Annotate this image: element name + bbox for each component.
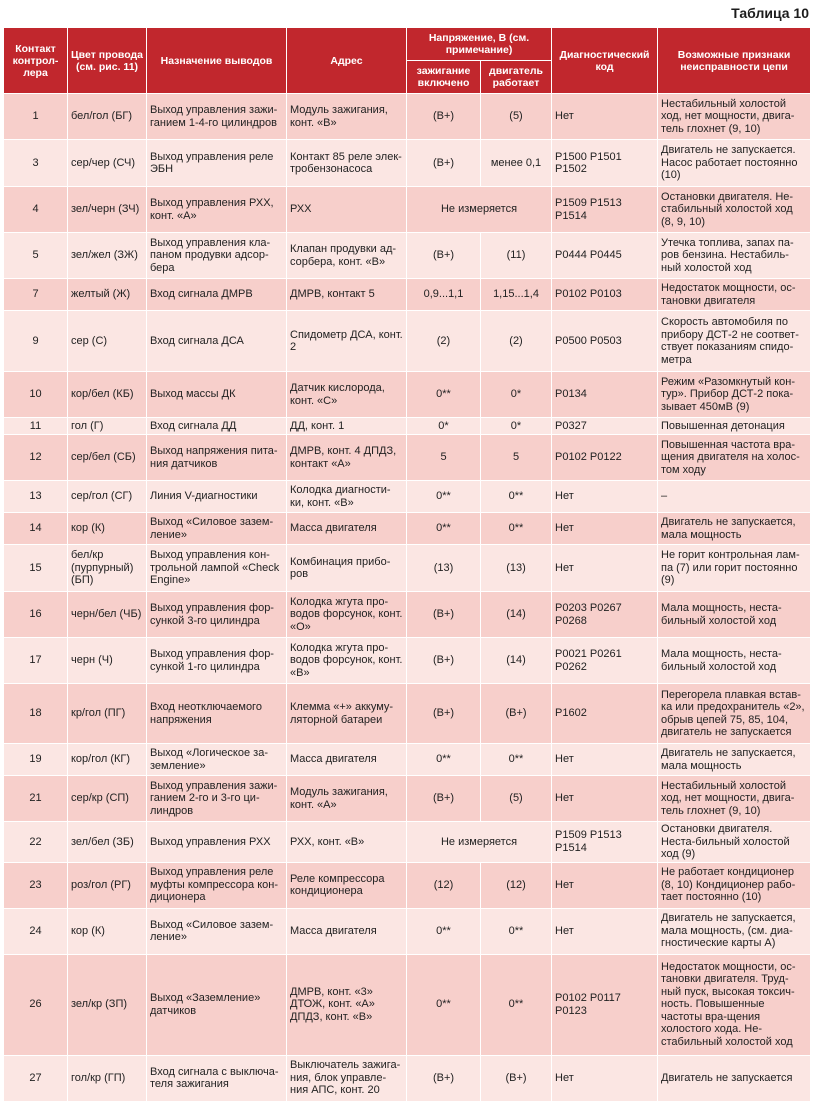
engine-running-voltage-cell: (12) [481,862,552,908]
contact-cell: 5 [4,233,68,279]
wire-color-cell: роз/гол (РГ) [68,862,147,908]
diagnostic-code-cell: Нет [552,513,658,545]
purpose-cell: Выход напряжения пита-ния датчиков [147,435,287,481]
header-ignition-on: зажигание включено [407,61,481,94]
address-cell: Реле компрессора кондиционера [287,862,407,908]
purpose-cell: Выход управления РХХ [147,822,287,863]
purpose-cell: Выход управления РХХ, конт. «А» [147,187,287,233]
ignition-on-voltage-cell: (B+) [407,776,481,822]
table-row [4,94,811,140]
wire-color-cell: кор/бел (КБ) [68,372,147,418]
wire-color-cell: зел/черн (ЗЧ) [68,187,147,233]
address-cell: Колодка жгута про-водов форсунок, конт. «О» [287,592,407,638]
wire-color-cell: сер/кр (СП) [68,776,147,822]
faults-cell: Мала мощность, неста-бильный холостой ход [658,592,811,638]
wire-color-cell: зел/жел (ЗЖ) [68,233,147,279]
diagnostic-code-cell: Нет [552,481,658,513]
voltage-merged-cell: Не измеряется [407,187,552,233]
purpose-cell: Выход массы ДК [147,372,287,418]
contact-cell: 27 [4,1055,68,1101]
address-cell: ДМРВ, конт. «3» ДТОЖ, конт. «А» ДПДЗ, конт. «В» [287,954,407,1055]
wire-color-cell: черн/бел (ЧБ) [68,592,147,638]
ignition-on-voltage-cell: (B+) [407,94,481,140]
table-row [4,954,811,1055]
contact-cell: 26 [4,954,68,1055]
faults-cell: Двигатель не запускается, мала мощность, (см. диа-гностические карты А) [658,908,811,954]
wire-color-cell: зел/кр (ЗП) [68,954,147,1055]
faults-cell: Недостаток мощности, ос-тановки двигателя. Труд-ный пуск, высокая токсич-ность. Повышенные частоты вра-щения холостого хода. Не-стабильный холостой ход [658,954,811,1055]
table-row [4,744,811,776]
header-engine-running: двигатель работает [481,61,552,94]
address-cell: Колодка жгута про-водов форсунок, конт. «В» [287,638,407,684]
faults-cell: Нестабильный холостой ход, нет мощности, двига-тель глохнет (9, 10) [658,94,811,140]
table-row [4,140,811,187]
table-row [4,435,811,481]
diagnostic-code-cell: Нет [552,776,658,822]
wire-color-cell: бел/кр (пурпурный) (БП) [68,545,147,592]
diagnostic-code-cell: Нет [552,862,658,908]
engine-running-voltage-cell: (B+) [481,684,552,744]
contact-cell: 13 [4,481,68,513]
purpose-cell: Выход управления кон-трольной лампой «Check Engine» [147,545,287,592]
ignition-on-voltage-cell: 0** [407,908,481,954]
engine-running-voltage-cell: 0** [481,744,552,776]
address-cell: ДМРВ, конт. 4 ДПДЗ, контакт «А» [287,435,407,481]
purpose-cell: Выход «Логическое за-земление» [147,744,287,776]
ignition-on-voltage-cell: (B+) [407,684,481,744]
ignition-on-voltage-cell: (B+) [407,638,481,684]
table-row [4,481,811,513]
wire-color-cell: гол/кр (ГП) [68,1055,147,1101]
contact-cell: 3 [4,140,68,187]
ignition-on-voltage-cell: (B+) [407,233,481,279]
diagnostic-code-cell: P0102 P0117 P0123 [552,954,658,1055]
purpose-cell: Выход управления реле муфты компрессора кон-диционера [147,862,287,908]
faults-cell: Двигатель не запускается. Насос работает постоянно (10) [658,140,811,187]
diagnostic-code-cell: P0203 P0267 P0268 [552,592,658,638]
faults-cell: Двигатель не запускается, мала мощность [658,744,811,776]
faults-cell: Нестабильный холостой ход, нет мощности, двига-тель глохнет (9, 10) [658,776,811,822]
table-row [4,311,811,372]
header-wire-color: Цвет провода (см. рис. 11) [68,28,147,94]
contact-cell: 18 [4,684,68,744]
purpose-cell: Выход «Силовое зазем-ление» [147,513,287,545]
diagnostic-code-cell: Нет [552,545,658,592]
engine-running-voltage-cell: 0** [481,908,552,954]
header-address: Адрес [287,28,407,94]
purpose-cell: Линия V-диагностики [147,481,287,513]
ignition-on-voltage-cell: (B+) [407,1055,481,1101]
table-row [4,418,811,435]
ignition-on-voltage-cell: (12) [407,862,481,908]
diagnostic-code-cell: P0444 P0445 [552,233,658,279]
table-row [4,233,811,279]
engine-running-voltage-cell: 0** [481,481,552,513]
wire-color-cell: сер (С) [68,311,147,372]
diagnostic-code-cell: Нет [552,94,658,140]
diagnostic-code-cell: P0134 [552,372,658,418]
table-row [4,513,811,545]
address-cell: Модуль зажигания, конт. «А» [287,776,407,822]
contact-cell: 7 [4,279,68,311]
engine-running-voltage-cell: (5) [481,776,552,822]
address-cell: Выключатель зажига-ния, блок управле-ния АПС, конт. 20 [287,1055,407,1101]
header-purpose: Назначение выводов [147,28,287,94]
address-cell: Контакт 85 реле элек-тробензонасоса [287,140,407,187]
address-cell: РХХ, конт. «В» [287,822,407,863]
purpose-cell: Выход «Заземление» датчиков [147,954,287,1055]
faults-cell: Повышенная детонация [658,418,811,435]
contact-cell: 9 [4,311,68,372]
contact-cell: 14 [4,513,68,545]
address-cell: Масса двигателя [287,908,407,954]
address-cell: ДД, конт. 1 [287,418,407,435]
contact-cell: 19 [4,744,68,776]
wire-color-cell: сер/бел (СБ) [68,435,147,481]
faults-cell: – [658,481,811,513]
table-body [4,94,811,1102]
engine-running-voltage-cell: (14) [481,638,552,684]
ignition-on-voltage-cell: 0,9...1,1 [407,279,481,311]
engine-running-voltage-cell: 0* [481,372,552,418]
diagnostic-code-cell: P1509 P1513 P1514 [552,822,658,863]
faults-cell: Повышенная частота вра-щения двигателя на холос-том ходу [658,435,811,481]
address-cell: ДМРВ, контакт 5 [287,279,407,311]
wire-color-cell: сер/чер (СЧ) [68,140,147,187]
address-cell: Масса двигателя [287,744,407,776]
connector-pinout-table [3,27,811,1102]
contact-cell: 17 [4,638,68,684]
diagnostic-code-cell: Нет [552,908,658,954]
table-row [4,1055,811,1101]
table-row [4,908,811,954]
diagnostic-code-cell: P1509 P1513 P1514 [552,187,658,233]
purpose-cell: Выход управления кла-паном продувки адсор-бера [147,233,287,279]
wire-color-cell: желтый (Ж) [68,279,147,311]
engine-running-voltage-cell: 0* [481,418,552,435]
address-cell: РХХ [287,187,407,233]
diagnostic-code-cell: P1500 P1501 P1502 [552,140,658,187]
wire-color-cell: бел/гол (БГ) [68,94,147,140]
table-row [4,545,811,592]
diagnostic-code-cell: P0500 P0503 [552,311,658,372]
engine-running-voltage-cell: менее 0,1 [481,140,552,187]
diagnostic-code-cell: P0021 P0261 P0262 [552,638,658,684]
purpose-cell: Вход сигнала ДД [147,418,287,435]
wire-color-cell: сер/гол (СГ) [68,481,147,513]
ignition-on-voltage-cell: 0** [407,481,481,513]
ignition-on-voltage-cell: (B+) [407,140,481,187]
voltage-merged-cell: Не измеряется [407,822,552,863]
engine-running-voltage-cell: (2) [481,311,552,372]
contact-cell: 1 [4,94,68,140]
engine-running-voltage-cell: 5 [481,435,552,481]
faults-cell: Мала мощность, неста-бильный холостой ход [658,638,811,684]
table-row [4,372,811,418]
ignition-on-voltage-cell: (B+) [407,592,481,638]
purpose-cell: Выход «Силовое зазем-ление» [147,908,287,954]
faults-cell: Двигатель не запускается, мала мощность [658,513,811,545]
header-contact: Контакт контрол-лера [4,28,68,94]
engine-running-voltage-cell: 1,15...1,4 [481,279,552,311]
table-row [4,684,811,744]
contact-cell: 22 [4,822,68,863]
faults-cell: Недостаток мощности, ос-тановки двигателя [658,279,811,311]
faults-cell: Не горит контрольная лам-па (7) или горит постоянно (9) [658,545,811,592]
ignition-on-voltage-cell: 0** [407,372,481,418]
header-diagnostic-code: Диагностический код [552,28,658,94]
address-cell: Датчик кислорода, конт. «С» [287,372,407,418]
contact-cell: 16 [4,592,68,638]
wire-color-cell: зел/бел (ЗБ) [68,822,147,863]
faults-cell: Не работает кондиционер (8, 10) Кондиционер рабо-тает постоянно (10) [658,862,811,908]
diagnostic-code-cell: Нет [552,744,658,776]
purpose-cell: Выход управления зажи-ганием 1-4-го цилиндров [147,94,287,140]
diagnostic-code-cell: P1602 [552,684,658,744]
ignition-on-voltage-cell: 0** [407,954,481,1055]
header-faults: Возможные признаки неисправности цепи [658,28,811,94]
purpose-cell: Выход управления фор-сункой 3-го цилиндра [147,592,287,638]
wire-color-cell: кр/гол (ПГ) [68,684,147,744]
table-row [4,638,811,684]
contact-cell: 11 [4,418,68,435]
faults-cell: Режим «Разомкнутый кон-тур». Прибор ДСТ-2 пока-зывает 450мВ (9) [658,372,811,418]
table-row [4,862,811,908]
diagnostic-code-cell: P0327 [552,418,658,435]
contact-cell: 4 [4,187,68,233]
ignition-on-voltage-cell: 0** [407,513,481,545]
engine-running-voltage-cell: 0** [481,513,552,545]
contact-cell: 10 [4,372,68,418]
address-cell: Колодка диагности-ки, конт. «В» [287,481,407,513]
engine-running-voltage-cell: (11) [481,233,552,279]
table-caption: Таблица 10 [731,5,809,21]
ignition-on-voltage-cell: 0* [407,418,481,435]
diagnostic-code-cell: P0102 P0103 [552,279,658,311]
wire-color-cell: кор (К) [68,908,147,954]
ignition-on-voltage-cell: (2) [407,311,481,372]
wire-color-cell: гол (Г) [68,418,147,435]
faults-cell: Перегорела плавкая встав-ка или предохранитель «2», обрыв цепей 75, 85, 104, двигатель не запускается [658,684,811,744]
faults-cell: Двигатель не запускается [658,1055,811,1101]
engine-running-voltage-cell: (13) [481,545,552,592]
ignition-on-voltage-cell: 0** [407,744,481,776]
table-row [4,822,811,863]
address-cell: Масса двигателя [287,513,407,545]
engine-running-voltage-cell: (5) [481,94,552,140]
wire-color-cell: кор/гол (КГ) [68,744,147,776]
faults-cell: Остановки двигателя. Неста-бильный холостой ход (9) [658,822,811,863]
table-row [4,592,811,638]
diagnostic-code-cell: P0102 P0122 [552,435,658,481]
purpose-cell: Вход сигнала ДСА [147,311,287,372]
engine-running-voltage-cell: 0** [481,954,552,1055]
contact-cell: 15 [4,545,68,592]
wire-color-cell: черн (Ч) [68,638,147,684]
wire-color-cell: кор (К) [68,513,147,545]
purpose-cell: Выход управления фор-сункой 1-го цилиндра [147,638,287,684]
ignition-on-voltage-cell: 5 [407,435,481,481]
purpose-cell: Выход управления зажи-ганием 2-го и 3-го ци-линдров [147,776,287,822]
purpose-cell: Выход управления реле ЭБН [147,140,287,187]
address-cell: Модуль зажигания, конт. «В» [287,94,407,140]
faults-cell: Остановки двигателя. Не-стабильный холостой ход (8, 9, 10) [658,187,811,233]
purpose-cell: Вход сигнала с выключа-теля зажигания [147,1055,287,1101]
address-cell: Клемма «+» аккуму-ляторной батареи [287,684,407,744]
contact-cell: 24 [4,908,68,954]
address-cell: Клапан продувки ад-сорбера, конт. «В» [287,233,407,279]
table-row [4,187,811,233]
contact-cell: 23 [4,862,68,908]
header-voltage: Напряжение, В (см. примечание) [407,28,552,61]
engine-running-voltage-cell: (B+) [481,1055,552,1101]
address-cell: Спидометр ДСА, конт. 2 [287,311,407,372]
contact-cell: 21 [4,776,68,822]
faults-cell: Скорость автомобиля по прибору ДСТ-2 не соответ-ствует показаниям спидо-метра [658,311,811,372]
contact-cell: 12 [4,435,68,481]
engine-running-voltage-cell: (14) [481,592,552,638]
table-row [4,279,811,311]
address-cell: Комбинация прибо-ров [287,545,407,592]
faults-cell: Утечка топлива, запах па-ров бензина. Нестабиль-ный холостой ход [658,233,811,279]
diagnostic-code-cell: Нет [552,1055,658,1101]
purpose-cell: Вход неотключаемого напряжения [147,684,287,744]
table-row [4,776,811,822]
purpose-cell: Вход сигнала ДМРВ [147,279,287,311]
ignition-on-voltage-cell: (13) [407,545,481,592]
